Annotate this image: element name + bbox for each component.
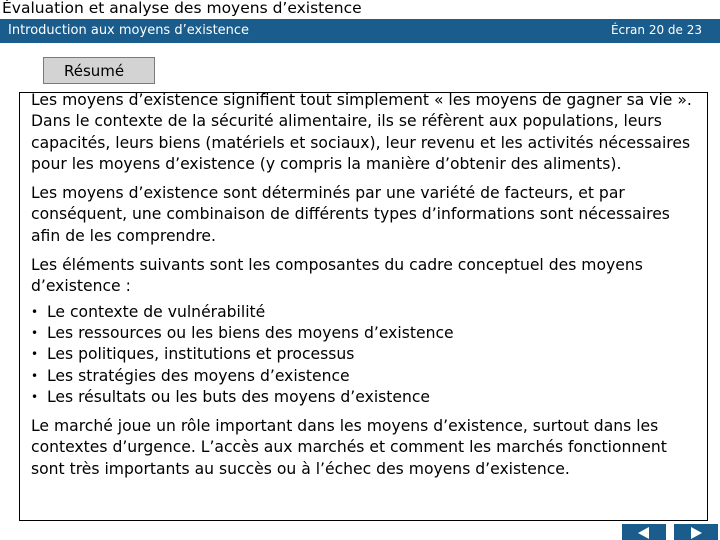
paragraph-market: Le marché joue un rôle important dans les moyens d’existence, surtout dans les contextes d’urgence. L’accès aux marchés et comment les marchés fonctionnent sont très importants au succès ou à l’échec des moyens d’existence. (31, 417, 667, 478)
bullet-icon: • (31, 325, 39, 340)
tab-resume[interactable] (43, 57, 155, 84)
next-button[interactable] (674, 524, 718, 540)
framework-components-list (31, 302, 703, 408)
bullet-icon: • (31, 304, 39, 319)
list-item: • Les résultats ou les buts des moyens d’existence (31, 387, 703, 408)
screen-counter: Écran 20 de 23 (610, 23, 702, 37)
list-item: • Le contexte de vulnérabilité (31, 302, 703, 323)
content-body (31, 90, 703, 480)
paragraph-definition: Les moyens d’existence signifient tout simplement « les moyens de gagner sa vie ». Dans le contexte de la sécurité alimentaire, ils se réfèrent aux populations, leurs capacités, leurs biens (matériels et sociaux), leur revenu et les activités nécessaires pour les moyens d’existence (y compris la manière d’obtenir des aliments). (31, 91, 692, 173)
list-item: • Les ressources ou les biens des moyens d’existence (31, 323, 703, 344)
list-item: • Les stratégies des moyens d’existence (31, 366, 703, 387)
paragraph-factors: Les moyens d’existence sont déterminés par une variété de facteurs, et par conséquent, une combinaison de différents types d’informations sont nécessaires afin de les comprendre. (31, 184, 670, 245)
tab-resume-label: Résumé (64, 62, 125, 80)
title-bar (0, 0, 720, 19)
section-header (0, 19, 720, 43)
bullet-icon: • (31, 347, 39, 362)
triangle-left-icon (638, 527, 649, 539)
previous-button[interactable] (622, 524, 666, 540)
bullet-icon: • (31, 389, 39, 404)
section-title: Introduction aux moyens d’existence (8, 23, 250, 38)
list-item: • Les politiques, institutions et processus (31, 344, 703, 365)
triangle-right-icon (691, 527, 702, 539)
window-title: Évaluation et analyse des moyens d’existence (2, 0, 362, 17)
bullet-icon: • (31, 368, 39, 383)
paragraph-framework-intro: Les éléments suivants sont les composantes du cadre conceptuel des moyens d’existence : (31, 256, 643, 296)
